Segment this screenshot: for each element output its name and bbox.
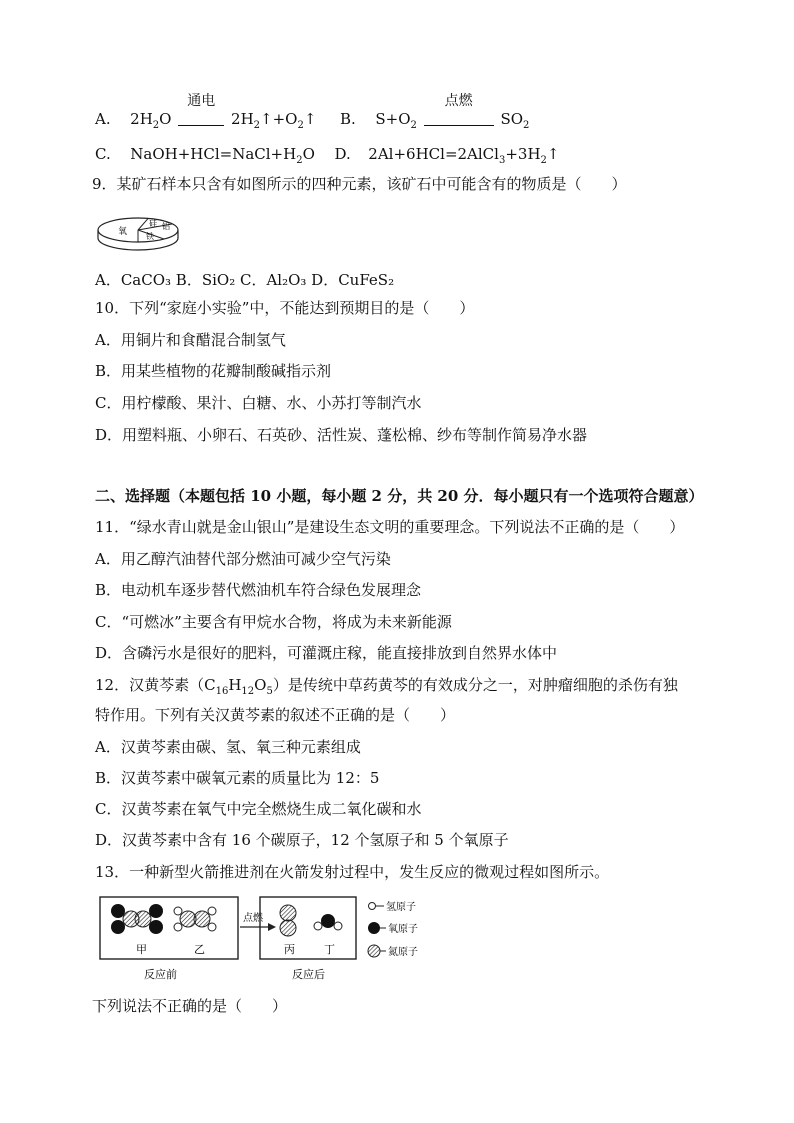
q12-option-c: C．汉黄芩素在氧气中完全燃烧生成二氧化碳和水 [95, 800, 422, 818]
label-after: 反应后 [292, 968, 325, 981]
molecule-jia [111, 904, 163, 934]
pie-label-oxygen: 氧 [118, 227, 128, 237]
q13-stem: 13．一种新型火箭推进剂在火箭发射过程中，发生反应的微观过程如图所示。 [95, 863, 610, 881]
q8-row-ab: A. $2H_2O$ 通电 $2H_2↑+O_2↑$ B. $S+O_2$ 点燃 $SO_2$ [95, 93, 530, 131]
q12-option-b: B．汉黄芩素中碳氧元素的质量比为 12：5 [95, 769, 380, 787]
q10-option-d: D．用塑料瓶、小卵石、石英砂、活性炭、蓬松棉、纱布等制作简易净水器 [95, 426, 588, 444]
pie-label-silicon: 硅 [149, 219, 157, 228]
q10-option-c: C．用柠檬酸、果汁、白糖、水、小苏打等制汽水 [95, 394, 422, 412]
q8-optB-label: B. [340, 110, 356, 128]
arrow-condition: 点燃 [243, 913, 263, 924]
q8-optB-condition: 点燃 [424, 109, 494, 129]
q10-stem: 10．下列“家庭小实验”中，不能达到预期目的是（ ） [95, 299, 475, 317]
molecule-yi [174, 907, 216, 931]
q12-option-a: A．汉黄芩素由碳、氢、氧三种元素组成 [95, 738, 361, 756]
q9-options: A．CaCO₃ B．SiO₂ C．Al₂O₃ D．CuFeS₂ [95, 271, 395, 289]
q11-option-b: B．电动机车逐步替代燃油机车符合绿色发展理念 [95, 581, 422, 599]
q8-optC-label: C. [95, 145, 111, 163]
q12-stem-line1: 12．汉黄芩素$(C_{16}H_{12}O_5)$是传统中草药黄芩的有效成分之一，对肿瘤细胞的杀伤有独 [95, 676, 678, 697]
q9-stem: 9．某矿石样本只含有如图所示的四种元素，该矿石中可能含有的物质是（ ） [92, 175, 627, 193]
q12-stem-line2: 特作用。下列有关汉黄芩素的叙述不正确的是（ ） [95, 706, 456, 724]
q8-optA-label: A. [95, 110, 111, 128]
molecule-ding [314, 914, 342, 930]
pie-label-iron: 铁 [146, 232, 154, 241]
q10-option-a: A．用铜片和食醋混合制氢气 [95, 331, 286, 349]
section-2-title: 二、选择题（本题包括 10 小题，每小题 2 分，共 20 分．每小题只有一个选项符合题意） [95, 487, 704, 505]
legend-hydrogen: 氢原子 [386, 902, 416, 913]
legend-oxygen: 氧原子 [388, 924, 418, 935]
q13-reaction-figure [96, 893, 476, 988]
q11-option-d: D．含磷污水是很好的肥料，可灌溉庄稼，能直接排放到自然界水体中 [95, 644, 558, 662]
label-ding: 丁 [324, 943, 335, 956]
label-bing: 丙 [284, 943, 295, 956]
q8-optA-left: 2H [130, 110, 153, 128]
q8-row-cd: C. $NaOH+HCl=NaCl+H_2O$ D. $2Al+6HCl=2AlCl_3+3H_2↑$ [95, 145, 560, 166]
q11-stem: 11．“绿水青山就是金山银山”是建设生态文明的重要理念。下列说法不正确的是（ ） [95, 518, 685, 536]
label-yi: 乙 [194, 943, 205, 956]
label-jia: 甲 [136, 943, 147, 956]
label-before: 反应前 [144, 968, 177, 981]
legend [368, 900, 418, 958]
q8-optA-condition: 通电 [178, 109, 224, 129]
q9-pie-figure [94, 204, 186, 256]
q11-option-a: A．用乙醇汽油替代部分燃油可减少空气污染 [95, 550, 391, 568]
q11-option-c: C．“可燃冰”主要含有甲烷水合物，将成为未来新能源 [95, 613, 452, 631]
q12-option-d: D．汉黄芩素中含有 16 个碳原子，12 个氢原子和 5 个氧原子 [95, 831, 509, 849]
q10-option-b: B．用某些植物的花瓣制酸碱指示剂 [95, 362, 332, 380]
molecule-bing [280, 905, 296, 936]
pie-label-aluminum: 铝 [162, 222, 170, 231]
q13-tail: 下列说法不正确的是（ ） [92, 997, 288, 1015]
q8-optD-label: D. [334, 145, 351, 163]
legend-nitrogen: 氮原子 [388, 947, 418, 958]
